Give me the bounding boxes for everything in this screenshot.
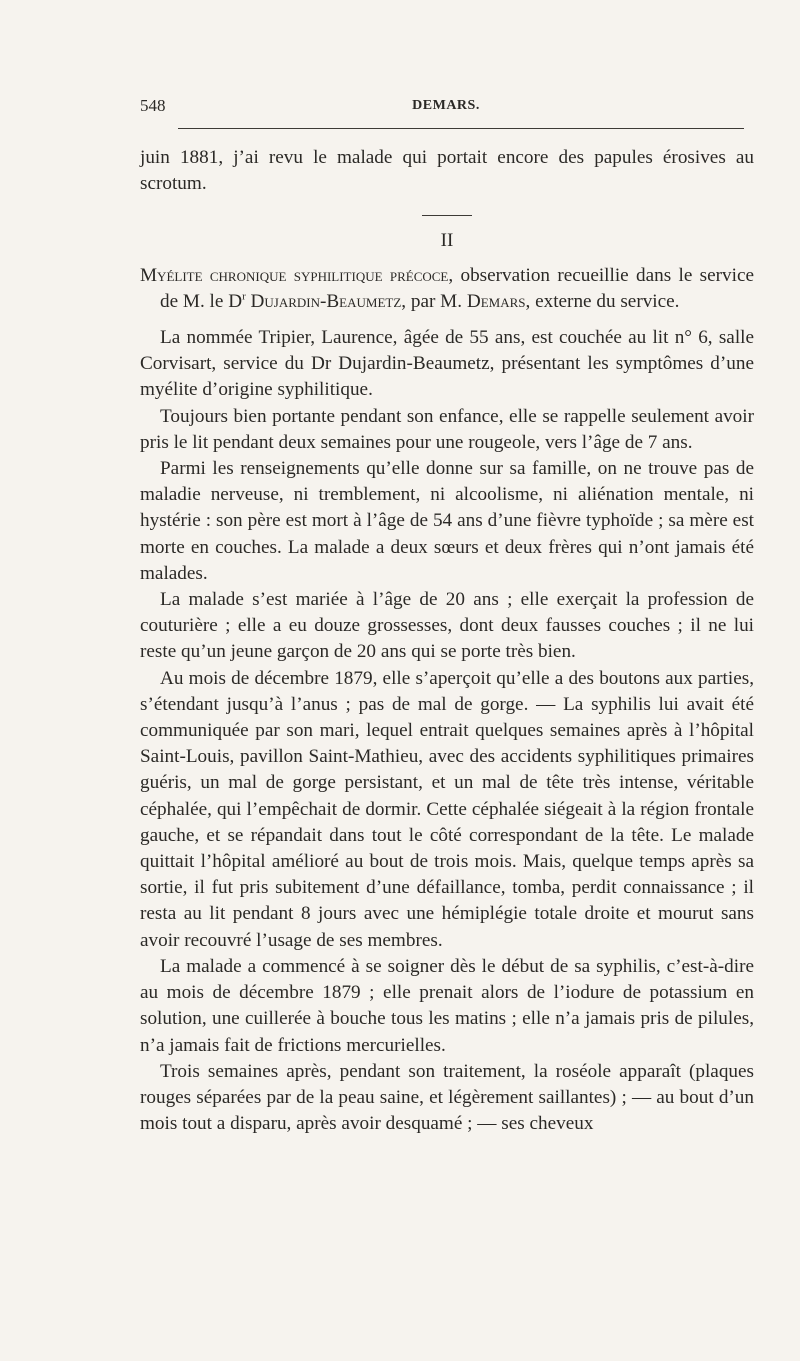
section-title-end: externe du service. <box>530 290 680 312</box>
body-text <box>140 145 754 1137</box>
page-number: 548 <box>140 96 166 115</box>
section-title-author: Demars, <box>466 290 531 312</box>
paragraph: Parmi les renseignements qu’elle donne sur sa famille, on ne trouve pas de maladie nerveuse, ni tremblement, ni alcoolisme, ni aliénation mentale, ni hystérie : son père est mort à l’âge de 54 ans d’une fièvre typhoïde ; sa mère est morte en couches. La malade a deux sœurs et deux frères qui n’ont jamais été malades. <box>140 458 754 584</box>
section-title-after-smallcaps: observation recueillie dans le service de M. le D <box>160 264 754 312</box>
section-divider <box>422 215 472 216</box>
paragraph: La malade a commencé à se soigner dès le début de sa syphilis, c’est-à-dire au mois de décembre 1879 ; elle prenait alors de l’iodure de potassium en solution, une cuillerée à bouche tous les matins ; elle n’a jamais pris de pilules, n’a jamais fait de frictions mercurielles. <box>140 955 754 1056</box>
paragraph: La nommée Tripier, Laurence, âgée de 55 ans, est couchée au lit n° 6, salle Corvisart, service du Dr Dujardin-Beaumetz, présentant les symptômes d’une myélite d’origine syphilitique. <box>140 327 754 401</box>
section-heading <box>140 263 754 315</box>
section-title-superscript: r <box>242 290 246 303</box>
paragraph: Au mois de décembre 1879, elle s’aperçoit qu’elle a des boutons aux parties, s’étendant jusqu’à l’anus ; pas de mal de gorge. — La syphilis lui avait été communiquée par son mari, lequel entrait quelques semaines après à l’hôpital Saint-Louis, pavillon Saint-Mathieu, avec des accidents syphilitiques primaires guéris, un mal de gorge persistant, et un mal de tête très intense, véritable céphalée, qui l’empêchait de dormir. Cette céphalée siégeait à la région frontale gauche, et se répandait dans tout le côté correspondant de la tête. Le malade quittait l’hôpital amélioré au bout de trois mois. Mais, quelque temps après sa sortie, il fut pris subitement d’une défaillance, tomba, perdit connaissance ; il resta au lit pendant 8 jours avec une hémiplégie totale droite et mourut sans avoir recouvré l’usage de ses membres. <box>140 667 754 951</box>
section-title-smallcaps: Myélite chronique syphilitique précoce, <box>140 264 454 286</box>
paragraph: Trois semaines après, pendant son traitement, la roséole apparaît (plaques rouges séparées par de la peau saine, et légèrement saillantes) ; — au bout d’un mois tout a disparu, après avoir desquamé ; — ses cheveux <box>140 1060 754 1135</box>
header-rule <box>178 128 744 129</box>
running-head: DEMARS. <box>412 98 480 113</box>
page-header <box>140 96 752 120</box>
section-title-name: Dujardin-Beaumetz, <box>245 290 407 312</box>
continuation-paragraph: juin 1881, j’ai revu le malade qui portait encore des papules érosives au scrotum. <box>140 147 754 195</box>
paragraph: Toujours bien portante pendant son enfance, elle se rappelle seulement avoir pris le lit pendant deux semaines pour une rougeole, vers l’âge de 7 ans. <box>140 405 754 453</box>
paragraph: La malade s’est mariée à l’âge de 20 ans ; elle exerçait la profession de couturière ; elle a eu douze grossesses, dont deux fausses couches ; il ne lui reste qu’un jeune garçon de 20 ans qui se porte très bien. <box>140 589 754 663</box>
section-title-middle: par M. <box>406 290 467 312</box>
section-number: II <box>440 230 454 252</box>
